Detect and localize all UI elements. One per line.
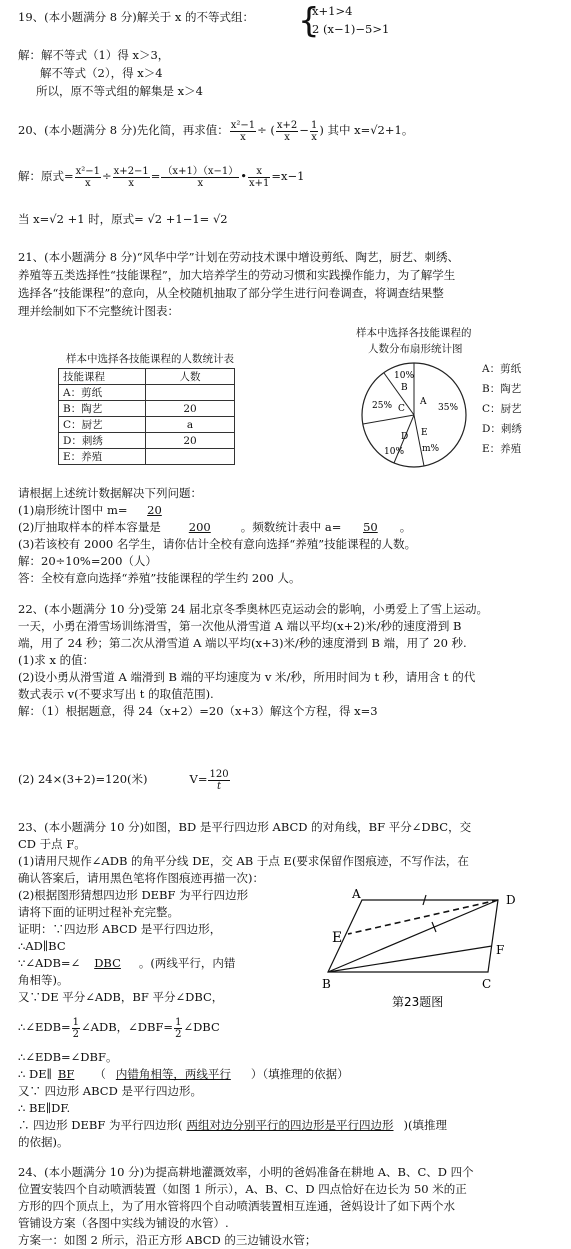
- q23-para-1: 23、(本小题满分 10 分)如图，BD 是平行四边形 ABCD 的对角线，BF 平分∠DBC，交: [18, 820, 472, 834]
- q23-answer-bf: BF: [57, 1067, 75, 1081]
- q22-para-8: [18, 764, 231, 794]
- q22-para-6: 数式表示 v(不要求写出 t 的取值范围).: [18, 687, 214, 701]
- q21-answer-2-value-a: 50: [363, 520, 378, 534]
- q19-inequality-1: x+1>4: [312, 4, 353, 18]
- table-row: [59, 417, 235, 433]
- table-cell: C：厨艺: [59, 417, 146, 433]
- q21-stat-table: [58, 368, 235, 465]
- q20-div-sign: ÷ (: [257, 123, 275, 137]
- q20-fraction-2: $\frac{x+2}{x}$: [276, 119, 298, 143]
- pie-title-1: 样本中选择各技能课程的: [356, 327, 472, 339]
- q24-para-4: 管铺设方案（各图中实线为铺设的水管）.: [18, 1216, 229, 1230]
- table-header-cell: 技能课程: [59, 369, 146, 385]
- pie-label: 10%: [384, 447, 405, 457]
- q24-para-5: 方案一：如图 2 所示，沿正方形 ABCD 的三边铺设水管；: [18, 1233, 317, 1247]
- q19-solution-line-2: 解不等式（2），得 x＞4: [40, 66, 163, 80]
- pie-label: m%: [422, 444, 440, 454]
- pie-legend-item: B：陶艺: [482, 383, 522, 395]
- q20-minus: −: [299, 123, 309, 137]
- q23-para-17-b: )(填推理: [403, 1118, 447, 1132]
- table-cell: A：剪纸: [59, 385, 146, 401]
- q22-para-5: (2)设小勇从滑雪道 A 端滑到 B 端的平均速度为 v 米/秒，所用时间为 t 秒，请用含 t 的代: [18, 670, 476, 684]
- q21-answer-4: 解：20÷10%=200（人）: [18, 554, 157, 568]
- q20-fraction-3: $\frac{1}{x}$: [310, 119, 318, 143]
- q21-para-4: 理并绘制如下不完整统计图表：: [18, 304, 179, 318]
- q23-half-1: $\frac{1}{2}$: [72, 1016, 80, 1040]
- q21-answer-intro: 请根据上述统计数据解决下列问题：: [18, 486, 202, 500]
- pie-label: B: [401, 383, 408, 393]
- vertex-label-b: B: [322, 977, 331, 991]
- q21-answer-2-end: 。: [399, 520, 412, 534]
- table-row: [59, 401, 235, 417]
- q23-para-4: 确认答案后，请用黑色笔将作图痕迹再描一次)：: [18, 871, 264, 885]
- q21-para-3: 选择各“技能课程”的意向，从全校随机抽取了部分学生进行问卷调查，将调查结果整: [18, 286, 444, 300]
- q20-sol-frac-3: $\frac{(x+1)(x-1)}{x}$: [162, 165, 239, 189]
- q22-para-3: 端，用了 24 秒；第二次从滑雪道 A 端以平均(x+3)米/秒的速度滑到 B 端，用了 20 秒.: [18, 636, 467, 650]
- q20-sol-frac-4: $\frac{x}{x+1}$: [249, 165, 270, 189]
- table-cell: E：养殖: [59, 449, 146, 465]
- q23-half-2: $\frac{1}{2}$: [175, 1016, 182, 1040]
- table-cell: 20: [146, 401, 235, 417]
- q23-para-9-a: ∵∠ADB=∠: [18, 956, 81, 970]
- q20-heading-a: 20、(本小题满分 8 分)先化简，再求值：: [18, 123, 229, 137]
- q22-v-eq: V=: [189, 772, 208, 786]
- q21-para-2: 养殖等五类选择性“技能课程”，加大培养学生的劳动习惯和实践操作能力，为了解学生: [18, 268, 456, 282]
- q19-solution-line-1: 解：解不等式（1）得 x＞3，: [18, 48, 170, 62]
- q20-value-line: 当 x=√2 +1 时，原式= √2 +1−1= √2: [18, 212, 228, 226]
- q23-para-12-b: ∠ADB，∠DBF=: [81, 1020, 174, 1034]
- pie-label: 35%: [438, 403, 459, 413]
- pie-label: A: [420, 397, 427, 407]
- q23-figure: [322, 888, 548, 1014]
- pie-label: 25%: [372, 401, 393, 411]
- pie-legend-item: E：养殖: [482, 443, 522, 455]
- pie-label: D: [401, 432, 409, 442]
- q20-sol-label: 解：原式=: [18, 169, 74, 183]
- q22-para-4: (1)求 x 的值：: [18, 653, 95, 667]
- q23-para-15: 又∵ 四边形 ABCD 是平行四边形。: [18, 1084, 202, 1098]
- q21-answer-3: (3)若该校有 2000 名学生，请你估计全校有意向选择“养殖”技能课程的人数。: [18, 537, 417, 551]
- q23-para-14-b: （: [94, 1067, 106, 1081]
- q23-answer-reason-2: 两组对边分别平行的四边形是平行四边形: [186, 1118, 394, 1132]
- vertex-label-c: C: [482, 977, 492, 991]
- q23-para-12-c: ∠DBC: [183, 1020, 220, 1034]
- pie-legend-item: C：厨艺: [482, 403, 522, 415]
- q21-answer-2: [18, 520, 411, 535]
- q20-sol-frac-1: $\frac{\text{x²−1}}{x}$: [75, 165, 101, 189]
- q20-fraction-1: $\frac{\text{x²−1}}{x}$: [230, 119, 256, 143]
- q21-answer-1-label: (1)扇形统计图中 m=: [18, 503, 132, 517]
- q21-table-title: 样本中选择各技能课程的人数统计表: [66, 353, 234, 365]
- q24-para-2: 位置安装四个自动喷洒装置（如图 1 所示），A、B、C、D 四点恰好在边长为 50 米的正: [18, 1182, 467, 1196]
- pie-chart: [358, 360, 470, 470]
- q20-sol-end: =x−1: [271, 169, 305, 183]
- q23-para-9: [18, 956, 235, 971]
- q22-para-7: 解：（1）根据题意，得 24（x+2）=20（x+3）解这个方程，得 x=3: [18, 704, 378, 718]
- table-row: [59, 449, 235, 465]
- q23-para-17-a: ∴ 四边形 DEBF 为平行四边形(: [18, 1118, 183, 1132]
- q20-sol-div: ÷: [102, 169, 112, 183]
- table-cell: [146, 385, 235, 401]
- q23-answer-reason-1: 内错角相等，两线平行: [115, 1067, 231, 1081]
- q23-para-18: 的依据)。: [18, 1135, 69, 1149]
- q21-answer-5: 答：全校有意向选择“养殖”技能课程的学生约 200 人。: [18, 571, 301, 585]
- q20-sol-frac-2: $\frac{x+2-1}{x}$: [113, 165, 149, 189]
- q23-para-5: (2)根据图形猜想四边形 DEBF 为平行四边形: [18, 888, 249, 902]
- table-cell: a: [146, 417, 235, 433]
- pie-label: C: [398, 404, 405, 414]
- q21-answer-2-mid: 。频数统计表中 a=: [240, 520, 346, 534]
- q23-para-14: [18, 1067, 349, 1082]
- q23-para-14-a: ∴ DE∥: [18, 1067, 52, 1081]
- pie-label: E: [421, 428, 428, 438]
- q19-heading: 19、(本小题满分 8 分)解关于 x 的不等式组：: [18, 10, 255, 24]
- q22-part2-calc: (2) 24×(3+2)=120(米): [18, 772, 148, 786]
- q20-sol-dot: •: [240, 169, 247, 183]
- table-cell: B：陶艺: [59, 401, 146, 417]
- q23-para-13: ∴∠EDB=∠DBF。: [18, 1050, 118, 1064]
- q23-para-8: ∴AD∥BC: [18, 939, 66, 953]
- q24-para-3: 方形的四个顶点上，为了用水管将四个自动喷洒装置相互连通，爸妈设计了如下两个水: [18, 1199, 455, 1213]
- q23-para-10: 角相等)。: [18, 973, 69, 987]
- segment-de-dashed: [348, 900, 498, 934]
- q23-answer-dbc: DBC: [94, 956, 121, 970]
- vertex-label-a: A: [352, 888, 361, 901]
- q23-para-17: [18, 1118, 447, 1133]
- q24-para-1: 24、(本小题满分 10 分)为提高耕地灌溉效率，小明的爸妈准备在耕地 A、B、C、D 四个: [18, 1165, 474, 1179]
- q20-heading-b: ) 其中 x=√2+1。: [319, 123, 414, 137]
- table-row: [59, 385, 235, 401]
- q21-answer-2-label: (2)厅抽取样本的样本容量是: [18, 520, 161, 534]
- pie-divider: [414, 415, 424, 466]
- q21-answer-1: [18, 503, 184, 518]
- pie-title-2: 人数分布扇形统计图: [368, 343, 463, 355]
- q23-para-11: 又∵DE 平分∠ADB，BF 平分∠DBC，: [18, 990, 224, 1004]
- q21-para-1: 21、(本小题满分 8 分)“风华中学”计划在劳动技术课中增设剪纸、陶艺，厨艺、刺绣、: [18, 250, 459, 264]
- q23-para-2: CD 于点 F。: [18, 837, 86, 851]
- diagonal-bd: [328, 900, 498, 972]
- table-row: [59, 433, 235, 449]
- vertex-label-d: D: [506, 893, 516, 907]
- figure-caption: 第23题图: [392, 995, 444, 1009]
- q19-inequality-2: 2 (x−1)−5>1: [312, 22, 390, 36]
- q23-para-16: ∴ BE∥DF.: [18, 1101, 71, 1115]
- table-cell: D：刺绣: [59, 433, 146, 449]
- vertex-label-f: F: [496, 943, 505, 957]
- q23-para-7: 证明：∵四边形 ABCD 是平行四边形，: [18, 922, 222, 936]
- q23-para-6: 请将下面的证明过程补充完整。: [18, 905, 179, 919]
- pie-label: 10%: [394, 371, 415, 381]
- q23-para-12: [18, 1013, 220, 1041]
- q23-para-9-b: 。(两线平行，内错: [138, 956, 236, 970]
- pie-divider: [363, 415, 414, 424]
- segment-bf: [328, 946, 492, 972]
- vertex-label-e: E: [332, 930, 343, 946]
- q21-answer-1-value: 20: [147, 503, 162, 517]
- q23-para-12-a: ∴∠EDB=: [18, 1020, 71, 1034]
- q22-para-2: 一天，小勇在滑雪场训练滑雪，第一次他从滑雪道 A 端以平均(x+2)米/秒的速度滑到 B: [18, 619, 462, 633]
- table-header-cell: 人数: [146, 369, 235, 385]
- pie-legend-item: A：剪纸: [482, 363, 522, 375]
- q22-para-1: 22、(本小题满分 10 分)受第 24 届北京冬季奥林匹克运动会的影响，小勇爱上了雪上运动。: [18, 602, 488, 616]
- q23-para-14-c: ）（填推理的依据）: [250, 1067, 349, 1081]
- table-header-row: [59, 369, 235, 385]
- q23-para-3: (1)请用尺规作∠ADB 的角平分线 DE，交 AB 于点 E(要求保留作图痕迹，不写作法，在: [18, 854, 469, 868]
- q20-heading: [18, 116, 413, 144]
- table-cell: 20: [146, 433, 235, 449]
- q20-solution: [18, 162, 304, 190]
- pie-legend-item: D：刺绣: [482, 423, 522, 435]
- q20-sol-eq: =: [150, 169, 161, 183]
- system-brace: {: [298, 1, 320, 41]
- q19-solution-line-3: 所以，原不等式组的解集是 x＞4: [36, 84, 203, 98]
- q22-v-fraction: $\frac{120}{t}$: [209, 768, 229, 792]
- table-cell: [146, 449, 235, 465]
- q21-answer-2-value: 200: [188, 520, 211, 534]
